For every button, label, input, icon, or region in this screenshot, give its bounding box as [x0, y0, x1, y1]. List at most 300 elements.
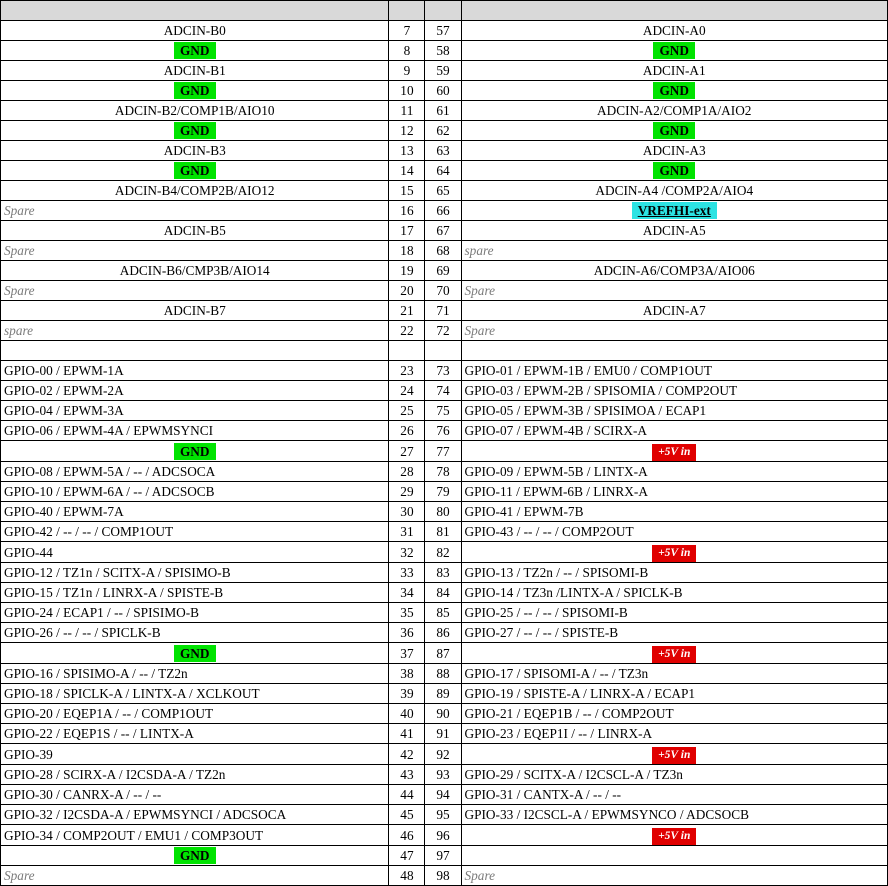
signal-cell-right [461, 825, 888, 846]
v5in-tag: +5V in [652, 545, 696, 562]
signal-cell-left [1, 542, 389, 563]
table-row [1, 321, 888, 341]
left-pin-number: 30 [389, 502, 425, 522]
left-pin-number: 40 [389, 704, 425, 724]
signal-cell-left [1, 563, 389, 583]
table-row [1, 201, 888, 221]
table-row [1, 301, 888, 321]
signal-label: GPIO-15 / TZ1n / LINRX-A / SPISTE-B [4, 585, 224, 600]
signal-cell-left [1, 241, 389, 261]
left-pin-number: 33 [389, 563, 425, 583]
right-pin-number: 58 [425, 41, 461, 61]
right-pin-number: 91 [425, 724, 461, 744]
signal-cell-right [461, 684, 888, 704]
signal-cell-left [1, 603, 389, 623]
right-pin-number: 88 [425, 664, 461, 684]
signal-cell-right [461, 765, 888, 785]
signal-label: GPIO-10 / EPWM-6A / -- / ADCSOCB [4, 484, 215, 499]
signal-cell-left [1, 583, 389, 603]
signal-cell-left [1, 41, 389, 61]
signal-cell-left [1, 441, 389, 462]
left-pin-number: 9 [389, 61, 425, 81]
v5in-tag: +5V in [652, 646, 696, 663]
signal-cell-right [461, 161, 888, 181]
signal-cell-right [461, 101, 888, 121]
signal-cell-right [461, 603, 888, 623]
signal-cell-right [461, 664, 888, 684]
right-pin-number: 97 [425, 846, 461, 866]
v5in-tag: +5V in [652, 828, 696, 845]
signal-cell-right [461, 381, 888, 401]
signal-label: GPIO-40 / EPWM-7A [4, 504, 124, 519]
left-pin-number: 46 [389, 825, 425, 846]
header-cell [389, 1, 425, 21]
table-row [1, 221, 888, 241]
signal-label: GPIO-03 / EPWM-2B / SPISOMIA / COMP2OUT [464, 383, 738, 398]
table-row [1, 765, 888, 785]
signal-cell-right [461, 61, 888, 81]
left-pin-number: 39 [389, 684, 425, 704]
signal-cell-right [461, 846, 888, 866]
table-row [1, 21, 888, 41]
signal-label: Spare [4, 868, 35, 883]
signal-cell-left [1, 361, 389, 381]
right-pin-number: 92 [425, 744, 461, 765]
signal-label: ADCIN-A3 [642, 143, 706, 158]
signal-cell-right [461, 623, 888, 643]
signal-label: GPIO-18 / SPICLK-A / LINTX-A / XCLKOUT [4, 686, 260, 701]
left-pin-number: 22 [389, 321, 425, 341]
right-pin-number: 64 [425, 161, 461, 181]
left-pin-number: 47 [389, 846, 425, 866]
right-pin-number: 96 [425, 825, 461, 846]
gnd-tag: GND [174, 162, 216, 179]
right-pin-number: 73 [425, 361, 461, 381]
right-pin-number: 61 [425, 101, 461, 121]
gnd-tag: GND [653, 162, 695, 179]
signal-label: Spare [464, 868, 496, 883]
right-pin-number: 79 [425, 482, 461, 502]
table-row [1, 502, 888, 522]
signal-cell-right [461, 441, 888, 462]
table-row [1, 623, 888, 643]
signal-cell-left [1, 321, 389, 341]
table-row [1, 744, 888, 765]
signal-label: ADCIN-A0 [642, 23, 706, 38]
table-section-gap [1, 341, 888, 361]
signal-cell-left [1, 522, 389, 542]
signal-label: spare [4, 323, 34, 338]
right-pin-number: 89 [425, 684, 461, 704]
signal-label: ADCIN-B7 [163, 303, 226, 318]
signal-label: GPIO-12 / TZ1n / SCITX-A / SPISIMO-B [4, 565, 231, 580]
signal-label: GPIO-44 [4, 544, 53, 560]
signal-cell-right [461, 361, 888, 381]
right-pin-number: 75 [425, 401, 461, 421]
signal-label: GPIO-39 [4, 746, 53, 762]
signal-cell-left [1, 664, 389, 684]
v5in-tag: +5V in [652, 444, 696, 461]
signal-label: GPIO-42 / -- / -- / COMP1OUT [4, 524, 174, 539]
table-row [1, 603, 888, 623]
left-pin-number: 16 [389, 201, 425, 221]
table-row [1, 825, 888, 846]
right-pin-number: 62 [425, 121, 461, 141]
left-pin-number: 14 [389, 161, 425, 181]
table-row [1, 643, 888, 664]
left-pin-number: 41 [389, 724, 425, 744]
signal-label: ADCIN-B1 [163, 63, 226, 78]
signal-cell-right [461, 241, 888, 261]
signal-cell-left [1, 765, 389, 785]
left-pin-number: 12 [389, 121, 425, 141]
right-pin-number: 70 [425, 281, 461, 301]
left-pin-number: 37 [389, 643, 425, 664]
signal-label: ADCIN-A4 /COMP2A/AIO4 [595, 183, 754, 198]
signal-label: GPIO-27 / -- / -- / SPISTE-B [464, 625, 619, 640]
right-pin-number: 80 [425, 502, 461, 522]
signal-label: ADCIN-A6/COMP3A/AIO06 [593, 263, 755, 278]
left-pin-number: 21 [389, 301, 425, 321]
signal-label: GPIO-04 / EPWM-3A [4, 403, 124, 418]
signal-cell-left [1, 221, 389, 241]
signal-cell-right [461, 261, 888, 281]
signal-label: Spare [464, 323, 496, 338]
left-pin-number: 48 [389, 866, 425, 886]
table-row [1, 805, 888, 825]
signal-label: ADCIN-A5 [642, 223, 706, 238]
gap-cell [1, 341, 389, 361]
signal-label: spare [464, 243, 494, 258]
signal-cell-right [461, 704, 888, 724]
right-pin-number: 98 [425, 866, 461, 886]
signal-label: GPIO-19 / SPISTE-A / LINRX-A / ECAP1 [464, 686, 695, 701]
gnd-tag: GND [653, 42, 695, 59]
signal-cell-left [1, 301, 389, 321]
table-header-strip [1, 1, 888, 21]
signal-cell-left [1, 462, 389, 482]
left-pin-number: 29 [389, 482, 425, 502]
table-row [1, 421, 888, 441]
left-pin-number: 38 [389, 664, 425, 684]
left-pin-number: 25 [389, 401, 425, 421]
table-row [1, 542, 888, 563]
left-pin-number: 44 [389, 785, 425, 805]
header-cell [1, 1, 389, 21]
signal-cell-right [461, 301, 888, 321]
signal-label: ADCIN-B3 [163, 143, 226, 158]
signal-label: GPIO-25 / -- / -- / SPISOMI-B [464, 605, 628, 620]
signal-label: GPIO-02 / EPWM-2A [4, 383, 124, 398]
left-pin-number: 13 [389, 141, 425, 161]
pinout-table-body [1, 1, 888, 886]
signal-label: GPIO-23 / EQEP1I / -- / LINRX-A [464, 726, 653, 741]
signal-label: GPIO-34 / COMP2OUT / EMU1 / COMP3OUT [4, 827, 264, 843]
signal-cell-right [461, 462, 888, 482]
signal-cell-left [1, 61, 389, 81]
signal-cell-left [1, 482, 389, 502]
table-row [1, 121, 888, 141]
gnd-tag: GND [174, 82, 216, 99]
header-cell [461, 1, 888, 21]
signal-cell-right [461, 744, 888, 765]
right-pin-number: 87 [425, 643, 461, 664]
signal-label: GPIO-01 / EPWM-1B / EMU0 / COMP1OUT [464, 363, 712, 378]
signal-cell-left [1, 785, 389, 805]
signal-cell-left [1, 21, 389, 41]
left-pin-number: 19 [389, 261, 425, 281]
signal-label: ADCIN-A2/COMP1A/AIO2 [597, 103, 752, 118]
signal-cell-right [461, 81, 888, 101]
signal-label: GPIO-31 / CANTX-A / -- / -- [464, 787, 622, 802]
signal-label: ADCIN-A1 [642, 63, 706, 78]
table-row [1, 846, 888, 866]
signal-cell-left [1, 181, 389, 201]
right-pin-number: 78 [425, 462, 461, 482]
left-pin-number: 28 [389, 462, 425, 482]
signal-cell-left [1, 401, 389, 421]
signal-label: GPIO-28 / SCIRX-A / I2CSDA-A / TZ2n [4, 767, 226, 782]
signal-label: GPIO-33 / I2CSCL-A / EPWMSYNCO / ADCSOCB [464, 807, 749, 822]
right-pin-number: 72 [425, 321, 461, 341]
signal-label: GPIO-09 / EPWM-5B / LINTX-A [464, 464, 648, 479]
right-pin-number: 68 [425, 241, 461, 261]
left-pin-number: 18 [389, 241, 425, 261]
signal-label: GPIO-41 / EPWM-7B [464, 504, 584, 519]
right-pin-number: 59 [425, 61, 461, 81]
left-pin-number: 26 [389, 421, 425, 441]
table-row [1, 381, 888, 401]
gnd-tag: GND [174, 42, 216, 59]
table-row [1, 583, 888, 603]
table-row [1, 462, 888, 482]
signal-label: GPIO-24 / ECAP1 / -- / SPISIMO-B [4, 605, 200, 620]
table-row [1, 684, 888, 704]
signal-label: Spare [4, 283, 35, 298]
left-pin-number: 8 [389, 41, 425, 61]
signal-cell-left [1, 866, 389, 886]
table-row [1, 281, 888, 301]
gap-cell [461, 341, 888, 361]
signal-cell-left [1, 261, 389, 281]
table-row [1, 785, 888, 805]
left-pin-number: 42 [389, 744, 425, 765]
right-pin-number: 71 [425, 301, 461, 321]
table-row [1, 101, 888, 121]
signal-cell-left [1, 704, 389, 724]
v5in-tag: +5V in [652, 747, 696, 764]
gap-cell [389, 341, 425, 361]
table-row [1, 664, 888, 684]
table-row [1, 61, 888, 81]
signal-cell-right [461, 41, 888, 61]
signal-cell-left [1, 201, 389, 221]
signal-cell-right [461, 281, 888, 301]
signal-label: GPIO-22 / EQEP1S / -- / LINTX-A [4, 726, 194, 741]
signal-cell-right [461, 724, 888, 744]
signal-cell-right [461, 785, 888, 805]
right-pin-number: 67 [425, 221, 461, 241]
left-pin-number: 32 [389, 542, 425, 563]
left-pin-number: 36 [389, 623, 425, 643]
right-pin-number: 84 [425, 583, 461, 603]
table-row [1, 181, 888, 201]
table-row [1, 361, 888, 381]
table-row [1, 441, 888, 462]
signal-cell-right [461, 21, 888, 41]
signal-label: GPIO-13 / TZ2n / -- / SPISOMI-B [464, 565, 649, 580]
table-row [1, 141, 888, 161]
signal-cell-left [1, 121, 389, 141]
signal-cell-right [461, 482, 888, 502]
signal-label: GPIO-43 / -- / -- / COMP2OUT [464, 524, 634, 539]
signal-cell-right [461, 321, 888, 341]
right-pin-number: 94 [425, 785, 461, 805]
signal-label: GPIO-07 / EPWM-4B / SCIRX-A [464, 423, 647, 438]
signal-label: GPIO-00 / EPWM-1A [4, 363, 124, 378]
table-row [1, 81, 888, 101]
left-pin-number: 43 [389, 765, 425, 785]
signal-label: GPIO-16 / SPISIMO-A / -- / TZ2n [4, 666, 188, 681]
signal-cell-right [461, 221, 888, 241]
signal-label: GPIO-05 / EPWM-3B / SPISIMOA / ECAP1 [464, 403, 707, 418]
right-pin-number: 86 [425, 623, 461, 643]
table-row [1, 241, 888, 261]
gnd-tag: GND [174, 122, 216, 139]
gnd-tag: GND [174, 847, 216, 864]
table-row [1, 401, 888, 421]
left-pin-number: 15 [389, 181, 425, 201]
left-pin-number: 31 [389, 522, 425, 542]
signal-label: GPIO-29 / SCITX-A / I2CSCL-A / TZ3n [464, 767, 683, 782]
signal-cell-left [1, 846, 389, 866]
table-row [1, 522, 888, 542]
signal-label: GPIO-30 / CANRX-A / -- / -- [4, 787, 162, 802]
left-pin-number: 23 [389, 361, 425, 381]
signal-cell-right [461, 643, 888, 664]
left-pin-number: 45 [389, 805, 425, 825]
left-pin-number: 11 [389, 101, 425, 121]
left-pin-number: 17 [389, 221, 425, 241]
left-pin-number: 20 [389, 281, 425, 301]
table-row [1, 563, 888, 583]
left-pin-number: 34 [389, 583, 425, 603]
signal-label: ADCIN-B5 [163, 223, 226, 238]
signal-cell-left [1, 643, 389, 664]
left-pin-number: 7 [389, 21, 425, 41]
signal-cell-right [461, 181, 888, 201]
signal-cell-right [461, 421, 888, 441]
signal-cell-left [1, 744, 389, 765]
gnd-tag: GND [174, 443, 216, 460]
signal-label: ADCIN-B0 [163, 23, 226, 38]
gnd-tag: GND [174, 645, 216, 662]
signal-cell-right [461, 542, 888, 563]
signal-label: GPIO-26 / -- / -- / SPICLK-B [4, 625, 161, 640]
signal-cell-right [461, 121, 888, 141]
left-pin-number: 10 [389, 81, 425, 101]
signal-cell-right [461, 401, 888, 421]
signal-cell-left [1, 421, 389, 441]
signal-label: GPIO-21 / EQEP1B / -- / COMP2OUT [464, 706, 674, 721]
signal-label: ADCIN-B2/COMP1B/AIO10 [114, 103, 275, 118]
right-pin-number: 90 [425, 704, 461, 724]
right-pin-number: 65 [425, 181, 461, 201]
header-cell [425, 1, 461, 21]
signal-label: ADCIN-B4/COMP2B/AIO12 [114, 183, 275, 198]
signal-cell-left [1, 381, 389, 401]
signal-label: Spare [4, 243, 35, 258]
signal-cell-right [461, 201, 888, 221]
right-pin-number: 93 [425, 765, 461, 785]
table-row [1, 704, 888, 724]
table-row [1, 41, 888, 61]
signal-label: GPIO-32 / I2CSDA-A / EPWMSYNCI / ADCSOCA [4, 807, 287, 822]
signal-cell-left [1, 161, 389, 181]
signal-label: GPIO-20 / EQEP1A / -- / COMP1OUT [4, 706, 214, 721]
signal-cell-right [461, 502, 888, 522]
signal-label: GPIO-11 / EPWM-6B / LINRX-A [464, 484, 648, 499]
left-pin-number: 27 [389, 441, 425, 462]
signal-cell-right [461, 563, 888, 583]
right-pin-number: 66 [425, 201, 461, 221]
signal-label: GPIO-08 / EPWM-5A / -- / ADCSOCA [4, 464, 216, 479]
signal-cell-right [461, 866, 888, 886]
signal-label: ADCIN-B6/CMP3B/AIO14 [119, 263, 270, 278]
right-pin-number: 74 [425, 381, 461, 401]
signal-label: Spare [4, 203, 35, 218]
table-row [1, 724, 888, 744]
right-pin-number: 95 [425, 805, 461, 825]
gnd-tag: GND [653, 82, 695, 99]
signal-cell-left [1, 101, 389, 121]
signal-cell-right [461, 583, 888, 603]
table-row [1, 161, 888, 181]
right-pin-number: 85 [425, 603, 461, 623]
signal-cell-left [1, 684, 389, 704]
signal-label: GPIO-17 / SPISOMI-A / -- / TZ3n [464, 666, 649, 681]
signal-cell-left [1, 81, 389, 101]
signal-cell-right [461, 141, 888, 161]
signal-label: Spare [464, 283, 496, 298]
right-pin-number: 76 [425, 421, 461, 441]
signal-cell-left [1, 502, 389, 522]
signal-cell-left [1, 825, 389, 846]
table-row [1, 482, 888, 502]
signal-cell-left [1, 141, 389, 161]
signal-label: ADCIN-A7 [642, 303, 706, 318]
gap-cell [425, 341, 461, 361]
right-pin-number: 81 [425, 522, 461, 542]
right-pin-number: 77 [425, 441, 461, 462]
signal-cell-left [1, 623, 389, 643]
right-pin-number: 83 [425, 563, 461, 583]
right-pin-number: 60 [425, 81, 461, 101]
signal-cell-left [1, 805, 389, 825]
signal-cell-right [461, 805, 888, 825]
right-pin-number: 63 [425, 141, 461, 161]
right-pin-number: 57 [425, 21, 461, 41]
left-pin-number: 35 [389, 603, 425, 623]
signal-cell-right [461, 522, 888, 542]
signal-cell-left [1, 724, 389, 744]
signal-cell-left [1, 281, 389, 301]
vrefhi-tag: VREFHI-ext [632, 202, 717, 219]
right-pin-number: 82 [425, 542, 461, 563]
gnd-tag: GND [653, 122, 695, 139]
signal-label: GPIO-14 / TZ3n /LINTX-A / SPICLK-B [464, 585, 683, 600]
right-pin-number: 69 [425, 261, 461, 281]
